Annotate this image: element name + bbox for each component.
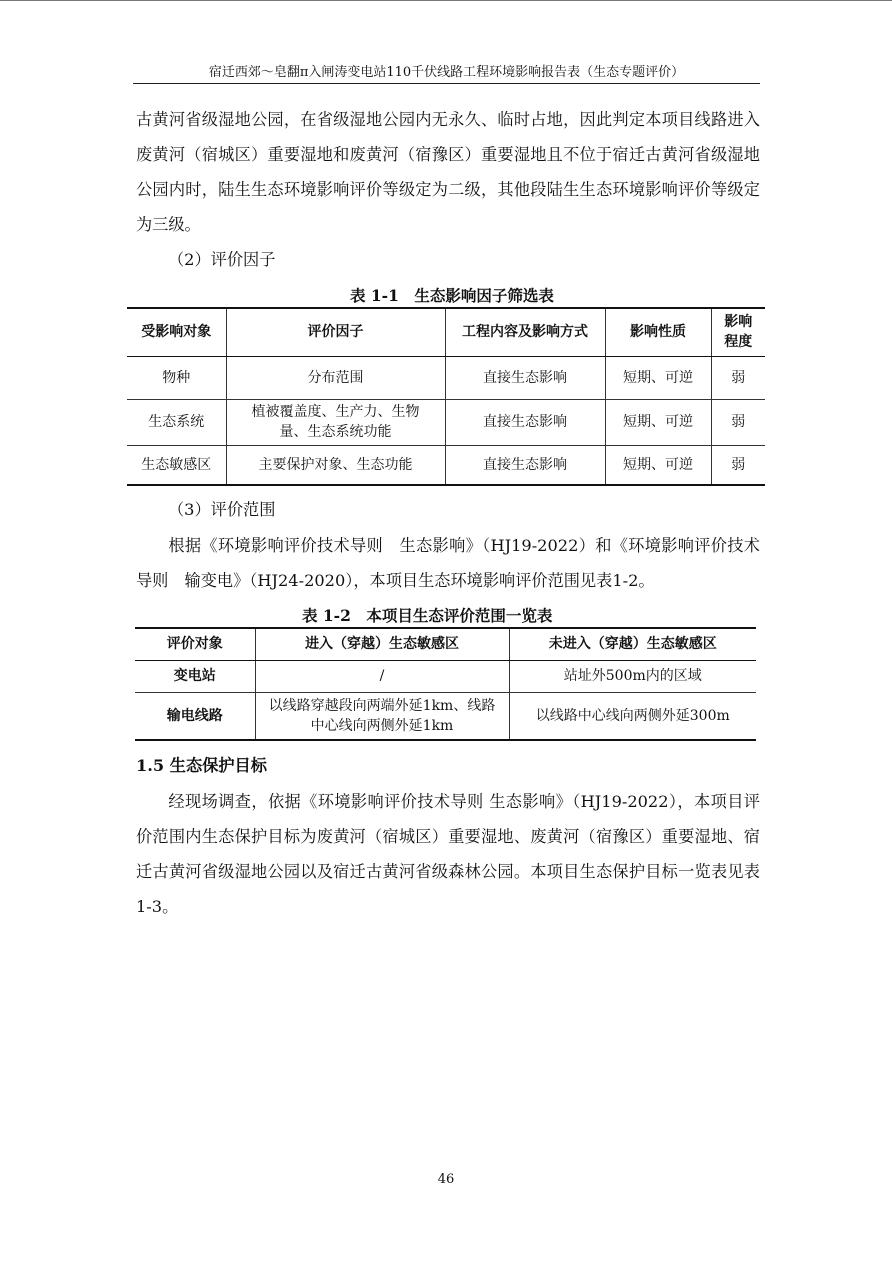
table-cell: 生态系统 xyxy=(127,399,226,445)
table-cell: 生态敏感区 xyxy=(127,445,226,485)
table-cell: 物种 xyxy=(127,356,226,399)
table-cell: 变电站 xyxy=(135,660,255,692)
paragraph-protection-targets: 经现场调查，依据《环境影响评价技术导则 生态影响》（HJ19-2022），本项目评价范围内生态保护目标为废黄河（宿城区）重要湿地、废黄河（宿豫区）重要湿地、宿迁古黄河省级湿地公园以及宿迁古黄河省级森林公园。本项目生态保护目标一览表见表1-3。 xyxy=(136,792,760,916)
table-cell: 短期、可逆 xyxy=(605,356,711,399)
table-header-row xyxy=(127,308,765,356)
paragraph-wetland-level: 古黄河省级湿地公园，在省级湿地公园内无永久、临时占地，因此判定本项目线路进入废黄河（宿城区）重要湿地和废黄河（宿豫区）重要湿地且不位于宿迁古黄河省级湿地公园内时，陆生生态环境影响评价等级定为二级，其他段陆生生态环境影响评价等级定为三级。 xyxy=(136,110,760,234)
table-row xyxy=(127,399,765,445)
table-header-cell: 影响性质 xyxy=(605,308,711,356)
paragraph-scope-basis: 根据《环境影响评价技术导则 生态影响》（HJ19-2022）和《环境影响评价技术导则 输变电》（HJ24-2020），本项目生态环境影响评价范围见表1-2。 xyxy=(136,536,760,590)
table-header-cell: 评价对象 xyxy=(135,628,255,660)
table-cell: 直接生态影响 xyxy=(445,399,605,445)
table-cell: 短期、可逆 xyxy=(605,399,711,445)
table-cell: 站址外500m内的区域 xyxy=(509,660,756,692)
table-header-cell: 影响程度 xyxy=(711,308,765,356)
table-1-2 xyxy=(135,627,756,741)
table-row xyxy=(127,356,765,399)
page-number: 46 xyxy=(437,1172,455,1187)
table-cell: 弱 xyxy=(711,445,765,485)
table-1-1 xyxy=(127,307,765,486)
header-rule xyxy=(133,83,760,84)
table-header-cell: 未进入（穿越）生态敏感区 xyxy=(509,628,756,660)
table-cell: 主要保护对象、生态功能 xyxy=(226,445,445,485)
table-row xyxy=(135,660,756,692)
table-cell: 分布范围 xyxy=(226,356,445,399)
table-header-cell: 工程内容及影响方式 xyxy=(445,308,605,356)
table-cell: 直接生态影响 xyxy=(445,356,605,399)
table-cell: 植被覆盖度、生产力、生物量、生态系统功能 xyxy=(226,399,445,445)
table-row xyxy=(135,692,756,740)
running-header: 宿迁西郊～皂翻π入闸涛变电站110千伏线路工程环境影响报告表（生态专题评价） xyxy=(208,65,685,80)
table-cell: / xyxy=(255,660,509,692)
table-header-cell: 进入（穿越）生态敏感区 xyxy=(255,628,509,660)
table-header-row xyxy=(135,628,756,660)
subheading-evaluation-factors: （2）评价因子 xyxy=(168,250,276,269)
table-1-1-caption: 表 1-1 生态影响因子筛选表 xyxy=(350,286,554,305)
table-cell: 输电线路 xyxy=(135,692,255,740)
table-cell: 弱 xyxy=(711,356,765,399)
table-cell: 以线路穿越段向两端外延1km、线路中心线向两侧外延1km xyxy=(255,692,509,740)
table-cell: 弱 xyxy=(711,399,765,445)
table-1-2-caption: 表 1-2 本项目生态评价范围一览表 xyxy=(302,606,553,625)
page-top-edge xyxy=(0,0,892,1)
table-header-cell: 受影响对象 xyxy=(127,308,226,356)
section-heading-1-5: 1.5 生态保护目标 xyxy=(136,756,267,775)
table-cell: 短期、可逆 xyxy=(605,445,711,485)
table-cell: 以线路中心线向两侧外延300m xyxy=(509,692,756,740)
table-cell: 直接生态影响 xyxy=(445,445,605,485)
table-row xyxy=(127,445,765,485)
table-header-cell: 评价因子 xyxy=(226,308,445,356)
subheading-evaluation-scope: （3）评价范围 xyxy=(168,500,276,519)
